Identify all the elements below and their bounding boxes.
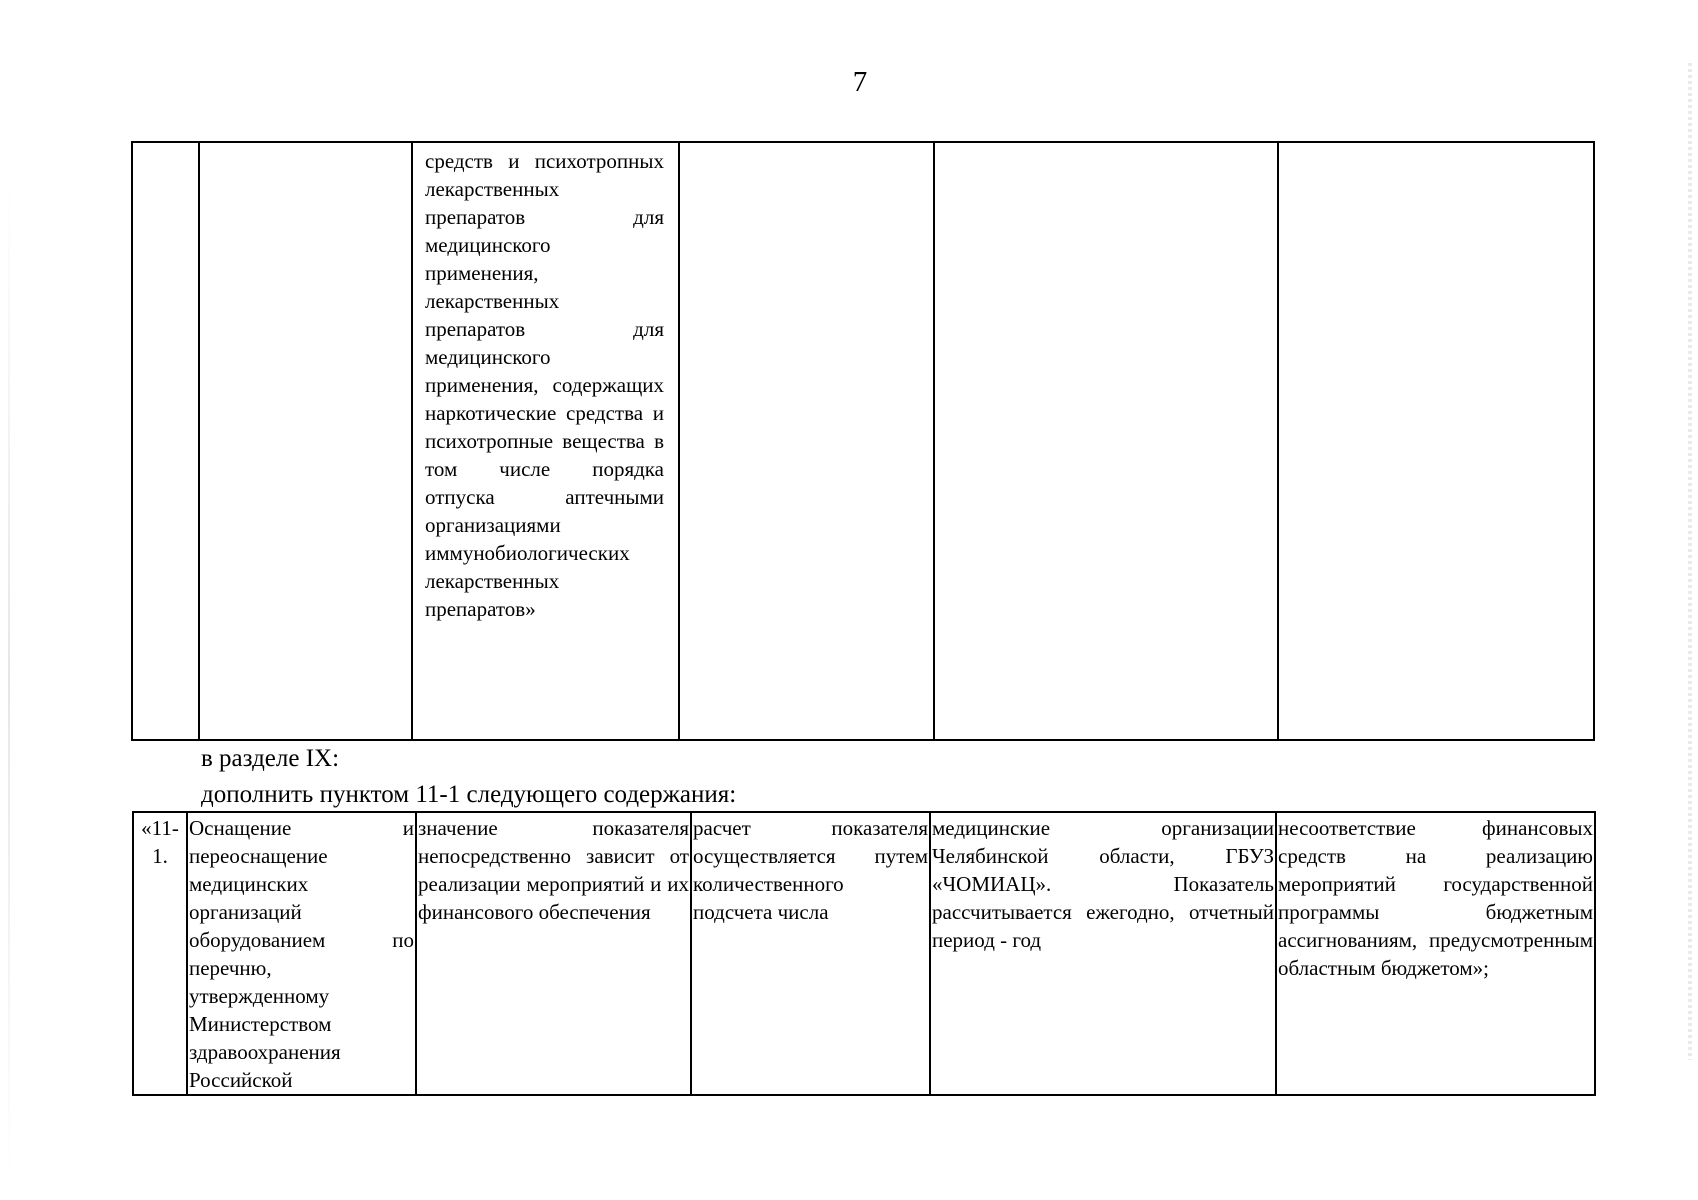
table-cell bbox=[1278, 142, 1594, 740]
table-row bbox=[133, 812, 1595, 1095]
item-number-cell bbox=[133, 812, 187, 1095]
risk-description: несоответствие финансовых средств на реализацию мероприятий государственной программы бюджетным ассигнованиям, предусмотренным областным бюджетом»; bbox=[1278, 816, 1593, 980]
table-cell bbox=[930, 812, 1276, 1095]
table-cell bbox=[934, 142, 1278, 740]
table-cell bbox=[691, 812, 930, 1095]
item-name: Оснащение и переоснащение медицинских организаций оборудованием по перечню, утвержденному Министерством здравоохранения Российской bbox=[189, 816, 414, 1092]
table-row bbox=[132, 142, 1594, 740]
indicator-dependency: значение показателя непосредственно зависит от реализации мероприятий и их финансового обеспечения bbox=[418, 816, 689, 924]
table-cell bbox=[679, 142, 934, 740]
scan-edge-right bbox=[1688, 60, 1692, 1060]
table-cell bbox=[199, 142, 412, 740]
table-cell bbox=[416, 812, 691, 1095]
responsible-organizations: медицинские организации Челябинской области, ГБУЗ «ЧОМИАЦ». Показатель рассчитывается ежегодно, отчетный период - год bbox=[932, 816, 1274, 952]
instruction-text: дополнить пунктом 11-1 следующего содержания: bbox=[201, 781, 737, 808]
cell-text: средств и психотропных лекарственных препаратов для медицинского применения, лекарственных препаратов для медицинского применения, содержащих наркотические средства и психотропные вещества в том числе порядка отпуска аптечными организациями иммунобиологических лекарственных препаратов» bbox=[425, 149, 664, 621]
calculation-method: расчет показателя осуществляется путем количественного подсчета числа bbox=[693, 816, 928, 924]
page-number: 7 bbox=[852, 66, 868, 98]
table-cell bbox=[187, 812, 416, 1095]
table-cell bbox=[1276, 812, 1595, 1095]
table-cell bbox=[132, 142, 199, 740]
item-number: «11-1. bbox=[141, 816, 179, 868]
scan-edge-left bbox=[8, 180, 10, 1180]
table-cell-text bbox=[412, 142, 679, 740]
new-item-table bbox=[132, 811, 1596, 1096]
section-heading: в разделе IX: bbox=[201, 745, 340, 772]
continuation-table bbox=[131, 141, 1595, 741]
